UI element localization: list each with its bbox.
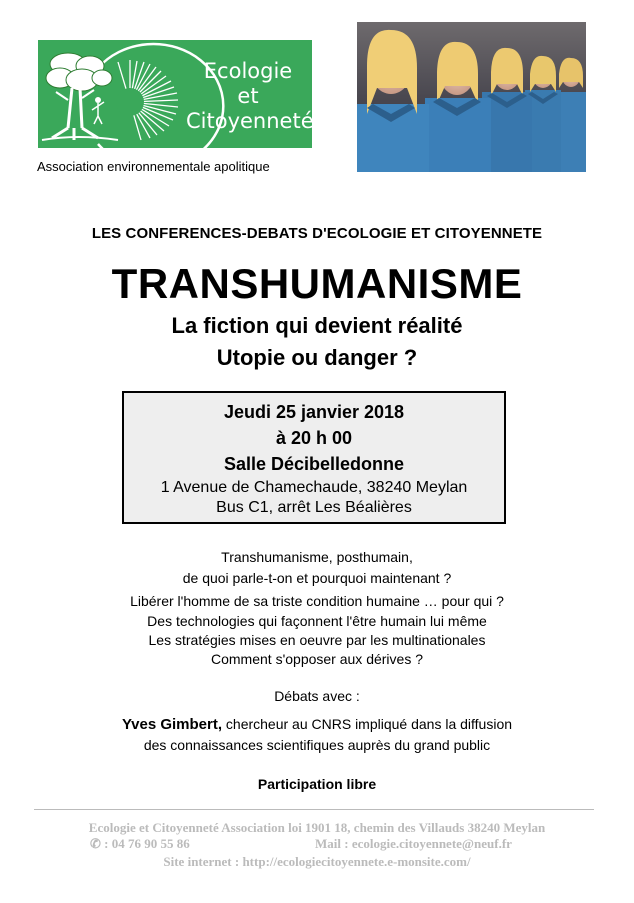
subtitle-line2: Utopie ou danger ? (216, 345, 418, 370)
description-line: Libérer l'homme de sa triste condition humaine … pour qui ? (130, 593, 504, 609)
description-line: Comment s'opposer aux dérives ? (211, 651, 423, 667)
speaker-description: chercheur au CNRS impliqué dans la diffusion (222, 716, 513, 732)
event-venue: Salle Décibelledonne (223, 454, 405, 474)
main-title: TRANSHUMANISME (111, 260, 523, 307)
speaker-line1 (0, 716, 634, 733)
association-logo (38, 40, 312, 148)
footer-divider (34, 809, 594, 810)
humanoid-robots-photo (357, 22, 586, 172)
speaker-name: Yves Gimbert, (121, 716, 223, 733)
event-address: 1 Avenue de Chamechaude, 38240 Meylan (160, 479, 468, 496)
debates-label: Débats avec : (274, 688, 360, 704)
logo-text-line3: Citoyenneté (186, 109, 314, 133)
event-date: Jeudi 25 janvier 2018 (223, 402, 405, 422)
logo-text-line1: Ecologie (203, 59, 293, 83)
description-line: Transhumanisme, posthumain, (221, 549, 413, 565)
footer-phone: ✆ : 04 76 90 55 86 (90, 836, 190, 851)
description-line: Des technologies qui façonnent l'être humain lui même (147, 613, 487, 629)
footer-website: Site internet : http://ecologiecitoyennete.e-monsite.com/ (163, 854, 471, 869)
event-time: à 20 h 00 (275, 428, 353, 448)
event-info-box (122, 391, 506, 524)
participation-note: Participation libre (257, 776, 377, 792)
series-title: LES CONFERENCES-DEBATS D'ECOLOGIE ET CITOYENNETE (91, 225, 543, 242)
description-line: Les stratégies mises en oeuvre par les multinationales (148, 632, 486, 648)
subtitle-line1: La fiction qui devient réalité (171, 313, 463, 338)
description-line: de quoi parle-t-on et pourquoi maintenant ? (182, 570, 452, 586)
event-bus-info: Bus C1, arrêt Les Béalières (216, 499, 412, 516)
association-tagline: Association environnementale apolitique (37, 159, 270, 174)
speaker-line2: des connaissances scientifiques auprès du grand public (143, 737, 491, 753)
footer-mail: Mail : ecologie.citoyennete@neuf.fr (315, 836, 512, 851)
logo-text-line2: et (237, 84, 259, 108)
footer-address: Ecologie et Citoyenneté Association loi 1901 18, chemin des Villauds 38240 Meylan (88, 820, 546, 835)
